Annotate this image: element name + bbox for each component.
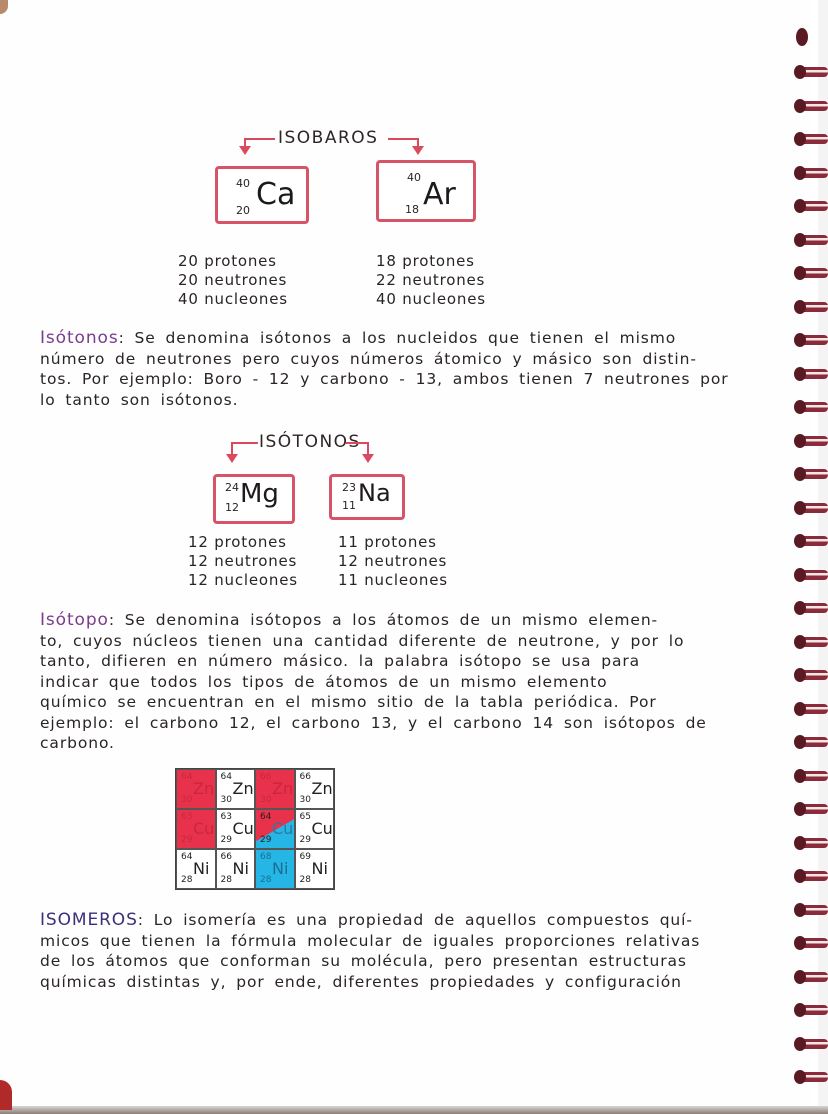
- element-symbol: Zn: [311, 779, 333, 798]
- arrow-down-icon: [362, 454, 374, 463]
- mass-number: 66: [299, 772, 311, 782]
- atomic-number: 29: [260, 835, 272, 845]
- spiral-ring: [794, 935, 828, 951]
- paragraph-line: micos que tienen la fórmula molecular de iguales proporciones relativas: [40, 931, 701, 950]
- paragraph-line: ejemplo: el carbono 12, el carbono 13, y el carbono 14 son isótopos de: [40, 713, 707, 732]
- ca-stats: [178, 252, 288, 309]
- mass-number: 24: [225, 481, 239, 494]
- binding-hole: [796, 28, 808, 46]
- element-symbol: Zn: [193, 779, 215, 798]
- arrow-down-icon: [226, 454, 238, 463]
- spiral-ring: [794, 768, 828, 784]
- paragraph-line: to, cuyos núcleos tienen una cantidad diferente de neutrone, y por lo: [40, 631, 685, 650]
- isobaros-title: ISOBAROS: [278, 128, 379, 148]
- element-symbol: Na: [358, 479, 391, 507]
- spiral-ring: [794, 734, 828, 750]
- arrow-left-line: [245, 138, 275, 140]
- paragraph-line: [40, 910, 780, 931]
- grid-cell: [216, 769, 256, 809]
- grid-cell: [216, 849, 256, 889]
- element-symbol: Ni: [232, 859, 249, 878]
- mass-number: 64: [220, 772, 232, 782]
- mass-number: 64: [260, 812, 272, 822]
- atomic-number: 18: [405, 203, 419, 216]
- atomic-number: 29: [299, 835, 311, 845]
- term-heading: Isótonos: [40, 328, 119, 348]
- element-symbol: Cu: [272, 819, 294, 838]
- mass-number: 40: [236, 177, 250, 190]
- spiral-ring: [794, 902, 828, 918]
- grid-cell: [295, 809, 335, 849]
- arrow-left-line: [232, 442, 258, 444]
- paragraph-line: químico se encuentran en el mismo sitio de la tabla periódica. Por: [40, 693, 657, 711]
- isomeros-paragraph: [40, 910, 780, 992]
- mass-number: 63: [220, 812, 232, 822]
- atomic-number: 12: [225, 501, 239, 514]
- element-symbol: Ca: [256, 177, 296, 212]
- paragraph-line: [40, 610, 780, 631]
- grid-cell: [176, 809, 216, 849]
- spiral-ring: [794, 969, 828, 985]
- atomic-number: 28: [181, 875, 193, 885]
- element-box-ar: [376, 160, 476, 222]
- spiral-ring: [794, 299, 828, 315]
- isotonos-paragraph: [40, 328, 780, 410]
- spiral-ring: [794, 332, 828, 348]
- spiral-ring: [794, 868, 828, 884]
- spiral-ring: [794, 232, 828, 248]
- spiral-ring: [794, 600, 828, 616]
- mass-number: 68: [260, 852, 272, 862]
- stat-line: 40 nucleones: [178, 290, 288, 308]
- line-text: : Se denomina isótopos a los átomos de un mismo elemen-: [108, 611, 659, 629]
- stat-line: 22 neutrones: [376, 271, 486, 289]
- na-stats: [338, 533, 448, 590]
- grid-cell: [255, 849, 295, 889]
- element-symbol: Ar: [423, 177, 456, 212]
- mass-number: 40: [407, 171, 421, 184]
- atomic-number: 30: [260, 795, 272, 805]
- element-symbol: Mg: [240, 479, 279, 509]
- spiral-ring: [794, 500, 828, 516]
- paragraph-line: de los átomos que conforman su molécula, pero presentan estructuras: [40, 952, 687, 970]
- mass-number: 69: [299, 852, 311, 862]
- spiral-ring: [794, 466, 828, 482]
- element-symbol: Zn: [232, 779, 254, 798]
- mg-stats: [188, 533, 298, 590]
- spiral-ring: [794, 64, 828, 80]
- stat-line: 40 nucleones: [376, 290, 486, 308]
- spiral-ring: [794, 198, 828, 214]
- spiral-ring: [794, 634, 828, 650]
- spiral-ring: [794, 366, 828, 382]
- spiral-ring: [794, 399, 828, 415]
- paragraph-line: químicas distintas y, por ende, diferentes propiedades y configuración: [40, 972, 682, 991]
- term-heading: ISOMEROS: [40, 910, 138, 930]
- stat-line: 11 nucleones: [338, 571, 448, 589]
- spiral-ring: [794, 567, 828, 583]
- stat-line: 12 nucleones: [188, 571, 298, 589]
- paragraph-line: tos. Por ejemplo: Boro - 12 y carbono - 13, ambos tienen 7 neutrones por: [40, 370, 729, 388]
- element-symbol: Ni: [311, 859, 328, 878]
- element-box-na: [329, 474, 405, 520]
- page-bottom-edge: [0, 1106, 828, 1114]
- element-symbol: Ni: [272, 859, 289, 878]
- atomic-number: 29: [181, 835, 193, 845]
- stat-line: 20 protones: [178, 252, 277, 270]
- line-text: : Se denomina isótonos a los nucleidos que tienen el mismo: [118, 329, 677, 347]
- atomic-number: 29: [220, 835, 232, 845]
- mass-number: 65: [299, 812, 311, 822]
- mass-number: 64: [181, 852, 193, 862]
- isotopo-paragraph: [40, 610, 780, 754]
- spiral-ring: [794, 98, 828, 114]
- mass-number: 23: [342, 481, 356, 494]
- atomic-number: 28: [220, 875, 232, 885]
- line-text: : Lo isomería es una propiedad de aquellos compuestos quí-: [137, 911, 693, 929]
- spiral-ring: [794, 1002, 828, 1018]
- element-symbol: Ni: [193, 859, 210, 878]
- stat-line: 11 protones: [338, 533, 437, 551]
- paragraph-line: [40, 328, 780, 349]
- mass-number: 64: [181, 772, 193, 782]
- spiral-ring: [794, 801, 828, 817]
- spiral-ring: [794, 533, 828, 549]
- atomic-number: 30: [181, 795, 193, 805]
- spiral-ring: [794, 1036, 828, 1052]
- spiral-ring: [794, 433, 828, 449]
- paragraph-line: lo tanto son isótonos.: [40, 390, 239, 409]
- stat-line: 12 protones: [188, 533, 287, 551]
- mass-number: 66: [260, 772, 272, 782]
- spiral-ring: [794, 835, 828, 851]
- isotope-grid: [175, 768, 335, 890]
- spiral-ring: [794, 701, 828, 717]
- paragraph-line: carbono.: [40, 734, 115, 752]
- spiral-ring: [794, 131, 828, 147]
- mass-number: 66: [220, 852, 232, 862]
- element-symbol: Cu: [311, 819, 333, 838]
- grid-cell: [176, 849, 216, 889]
- atomic-number: 28: [299, 875, 311, 885]
- stat-line: 12 neutrones: [338, 552, 448, 570]
- atomic-number: 30: [299, 795, 311, 805]
- atomic-number: 20: [236, 204, 250, 217]
- spiral-ring: [794, 667, 828, 683]
- grid-cell: [255, 809, 295, 849]
- paragraph-line: número de neutrones pero cuyos números átomico y másico son distin-: [40, 349, 697, 368]
- spiral-ring: [794, 1069, 828, 1085]
- term-heading: Isótopo: [40, 610, 109, 630]
- arrow-down-icon: [239, 146, 251, 155]
- paragraph-line: indicar que todos los tipos de átomos de un mismo elemento: [40, 672, 608, 691]
- grid-cell: [216, 809, 256, 849]
- element-box-mg: [213, 474, 295, 524]
- stat-line: 18 protones: [376, 252, 475, 270]
- element-box-ca: [215, 166, 309, 224]
- isotonos-title: ISÓTONOS: [259, 432, 361, 452]
- grid-cell: [295, 849, 335, 889]
- element-symbol: Zn: [272, 779, 294, 798]
- arrow-right-line: [388, 138, 418, 140]
- atomic-number: 11: [342, 499, 356, 512]
- element-symbol: Cu: [193, 819, 215, 838]
- stat-line: 12 neutrones: [188, 552, 298, 570]
- grid-cell: [176, 769, 216, 809]
- paragraph-line: tanto, difieren en número másico. la palabra isótopo se usa para: [40, 652, 641, 670]
- grid-cell: [295, 769, 335, 809]
- mass-number: 63: [181, 812, 193, 822]
- stat-line: 20 neutrones: [178, 271, 288, 289]
- arrow-down-icon: [412, 146, 424, 155]
- element-symbol: Cu: [232, 819, 254, 838]
- ar-stats: [376, 252, 486, 309]
- spiral-ring: [794, 265, 828, 281]
- atomic-number: 28: [260, 875, 272, 885]
- atomic-number: 30: [220, 795, 232, 805]
- arrow-right-line: [346, 442, 368, 444]
- grid-cell: [255, 769, 295, 809]
- spiral-ring: [794, 165, 828, 181]
